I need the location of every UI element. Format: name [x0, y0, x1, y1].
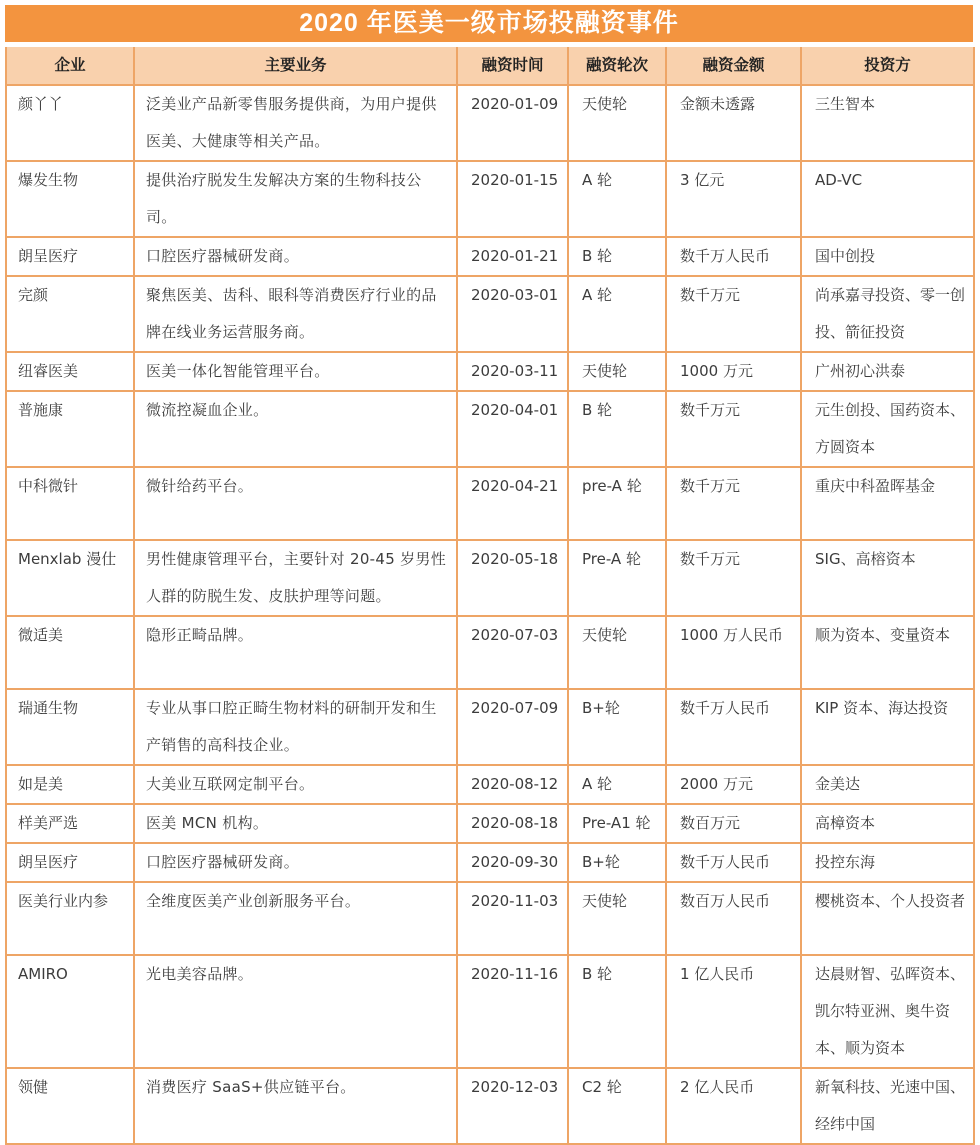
cell-round: pre-A 轮 — [568, 467, 666, 540]
table-header-row — [6, 47, 974, 85]
cell-company: 普施康 — [6, 391, 134, 467]
table-row — [6, 352, 974, 391]
cell-business: 口腔医疗器械研发商。 — [134, 843, 457, 882]
cell-investors: 高樟资本 — [801, 804, 974, 843]
cell-investors: 尚承嘉寻投资、零一创投、箭征投资 — [801, 276, 974, 352]
cell-investors: 重庆中科盈晖基金 — [801, 467, 974, 540]
cell-investors: KIP 资本、海达投资 — [801, 689, 974, 765]
cell-date: 2020-11-16 — [457, 955, 568, 1068]
table-row — [6, 843, 974, 882]
cell-business: 男性健康管理平台，主要针对 20-45 岁男性人群的防脱生发、皮肤护理等问题。 — [134, 540, 457, 616]
column-header-round: 融资轮次 — [568, 47, 666, 85]
cell-amount: 数千万人民币 — [666, 237, 801, 276]
table-row — [6, 955, 974, 1068]
cell-business: 全维度医美产业创新服务平台。 — [134, 882, 457, 955]
cell-round: Pre-A 轮 — [568, 540, 666, 616]
cell-round: 天使轮 — [568, 616, 666, 689]
cell-company: AMIRO — [6, 955, 134, 1068]
table-row — [6, 689, 974, 765]
cell-investors: 三生智本 — [801, 85, 974, 161]
column-header-business: 主要业务 — [134, 47, 457, 85]
cell-business: 微针给药平台。 — [134, 467, 457, 540]
cell-date: 2020-03-11 — [457, 352, 568, 391]
cell-round: A 轮 — [568, 765, 666, 804]
cell-amount: 1 亿人民币 — [666, 955, 801, 1068]
cell-investors: 广州初心洪泰 — [801, 352, 974, 391]
cell-date: 2020-04-01 — [457, 391, 568, 467]
cell-date: 2020-04-21 — [457, 467, 568, 540]
cell-company: 领健 — [6, 1068, 134, 1144]
cell-round: 天使轮 — [568, 882, 666, 955]
cell-date: 2020-08-18 — [457, 804, 568, 843]
cell-date: 2020-05-18 — [457, 540, 568, 616]
table-row — [6, 161, 974, 237]
cell-investors: SIG、高榕资本 — [801, 540, 974, 616]
table-row — [6, 467, 974, 540]
cell-business: 口腔医疗器械研发商。 — [134, 237, 457, 276]
cell-investors: 樱桃资本、个人投资者 — [801, 882, 974, 955]
cell-business: 消费医疗 SaaS+供应链平台。 — [134, 1068, 457, 1144]
table-row — [6, 391, 974, 467]
table-row — [6, 276, 974, 352]
table-row — [6, 616, 974, 689]
cell-round: 天使轮 — [568, 352, 666, 391]
cell-company: 瑞通生物 — [6, 689, 134, 765]
column-header-investors: 投资方 — [801, 47, 974, 85]
cell-date: 2020-01-09 — [457, 85, 568, 161]
cell-business: 医美一体化智能管理平台。 — [134, 352, 457, 391]
cell-company: Menxlab 漫仕 — [6, 540, 134, 616]
cell-business: 医美 MCN 机构。 — [134, 804, 457, 843]
cell-date: 2020-08-12 — [457, 765, 568, 804]
table-row — [6, 765, 974, 804]
cell-investors: 新氧科技、光速中国、经纬中国 — [801, 1068, 974, 1144]
cell-round: B 轮 — [568, 237, 666, 276]
cell-company: 朗呈医疗 — [6, 237, 134, 276]
cell-amount: 1000 万元 — [666, 352, 801, 391]
cell-amount: 2 亿人民币 — [666, 1068, 801, 1144]
cell-amount: 数千万元 — [666, 540, 801, 616]
table-row — [6, 882, 974, 955]
cell-round: A 轮 — [568, 161, 666, 237]
cell-amount: 3 亿元 — [666, 161, 801, 237]
cell-business: 隐形正畸品牌。 — [134, 616, 457, 689]
cell-investors: 投控东海 — [801, 843, 974, 882]
cell-company: 爆发生物 — [6, 161, 134, 237]
table-title: 2020 年医美一级市场投融资事件 — [5, 5, 973, 42]
cell-round: B+轮 — [568, 689, 666, 765]
cell-company: 纽睿医美 — [6, 352, 134, 391]
cell-round: B 轮 — [568, 955, 666, 1068]
table-row — [6, 85, 974, 161]
cell-amount: 数千万元 — [666, 276, 801, 352]
cell-amount: 2000 万元 — [666, 765, 801, 804]
cell-amount: 金额未透露 — [666, 85, 801, 161]
cell-round: B 轮 — [568, 391, 666, 467]
cell-business: 大美业互联网定制平台。 — [134, 765, 457, 804]
cell-round: Pre-A1 轮 — [568, 804, 666, 843]
cell-business: 泛美业产品新零售服务提供商，为用户提供医美、大健康等相关产品。 — [134, 85, 457, 161]
cell-date: 2020-12-03 — [457, 1068, 568, 1144]
cell-business: 专业从事口腔正畸生物材料的研制开发和生产销售的高科技企业。 — [134, 689, 457, 765]
column-header-company: 企业 — [6, 47, 134, 85]
cell-company: 医美行业内参 — [6, 882, 134, 955]
cell-date: 2020-01-15 — [457, 161, 568, 237]
cell-date: 2020-07-03 — [457, 616, 568, 689]
table-row — [6, 804, 974, 843]
cell-amount: 数千万元 — [666, 391, 801, 467]
cell-company: 颜丫丫 — [6, 85, 134, 161]
cell-company: 朗呈医疗 — [6, 843, 134, 882]
cell-investors: 国中创投 — [801, 237, 974, 276]
cell-round: 天使轮 — [568, 85, 666, 161]
cell-investors: 顺为资本、变量资本 — [801, 616, 974, 689]
cell-business: 光电美容品牌。 — [134, 955, 457, 1068]
cell-amount: 数千万人民币 — [666, 843, 801, 882]
cell-investors: AD-VC — [801, 161, 974, 237]
cell-investors: 达晨财智、弘晖资本、凯尔特亚洲、奥牛资本、顺为资本 — [801, 955, 974, 1068]
table-row — [6, 540, 974, 616]
cell-company: 样美严选 — [6, 804, 134, 843]
table-row — [6, 1068, 974, 1144]
table-row — [6, 237, 974, 276]
cell-business: 提供治疗脱发生发解决方案的生物科技公司。 — [134, 161, 457, 237]
cell-investors: 元生创投、国药资本、方圆资本 — [801, 391, 974, 467]
cell-company: 完颜 — [6, 276, 134, 352]
cell-round: C2 轮 — [568, 1068, 666, 1144]
cell-date: 2020-07-09 — [457, 689, 568, 765]
column-header-date: 融资时间 — [457, 47, 568, 85]
cell-date: 2020-03-01 — [457, 276, 568, 352]
cell-amount: 数百万元 — [666, 804, 801, 843]
cell-investors: 金美达 — [801, 765, 974, 804]
cell-date: 2020-01-21 — [457, 237, 568, 276]
cell-company: 中科微针 — [6, 467, 134, 540]
cell-business: 聚焦医美、齿科、眼科等消费医疗行业的品牌在线业务运营服务商。 — [134, 276, 457, 352]
financing-events-table — [5, 47, 975, 1145]
cell-company: 微适美 — [6, 616, 134, 689]
cell-date: 2020-09-30 — [457, 843, 568, 882]
cell-amount: 1000 万人民币 — [666, 616, 801, 689]
cell-amount: 数百万人民币 — [666, 882, 801, 955]
cell-round: A 轮 — [568, 276, 666, 352]
cell-round: B+轮 — [568, 843, 666, 882]
cell-date: 2020-11-03 — [457, 882, 568, 955]
cell-amount: 数千万人民币 — [666, 689, 801, 765]
cell-business: 微流控凝血企业。 — [134, 391, 457, 467]
cell-company: 如是美 — [6, 765, 134, 804]
column-header-amount: 融资金额 — [666, 47, 801, 85]
cell-amount: 数千万元 — [666, 467, 801, 540]
